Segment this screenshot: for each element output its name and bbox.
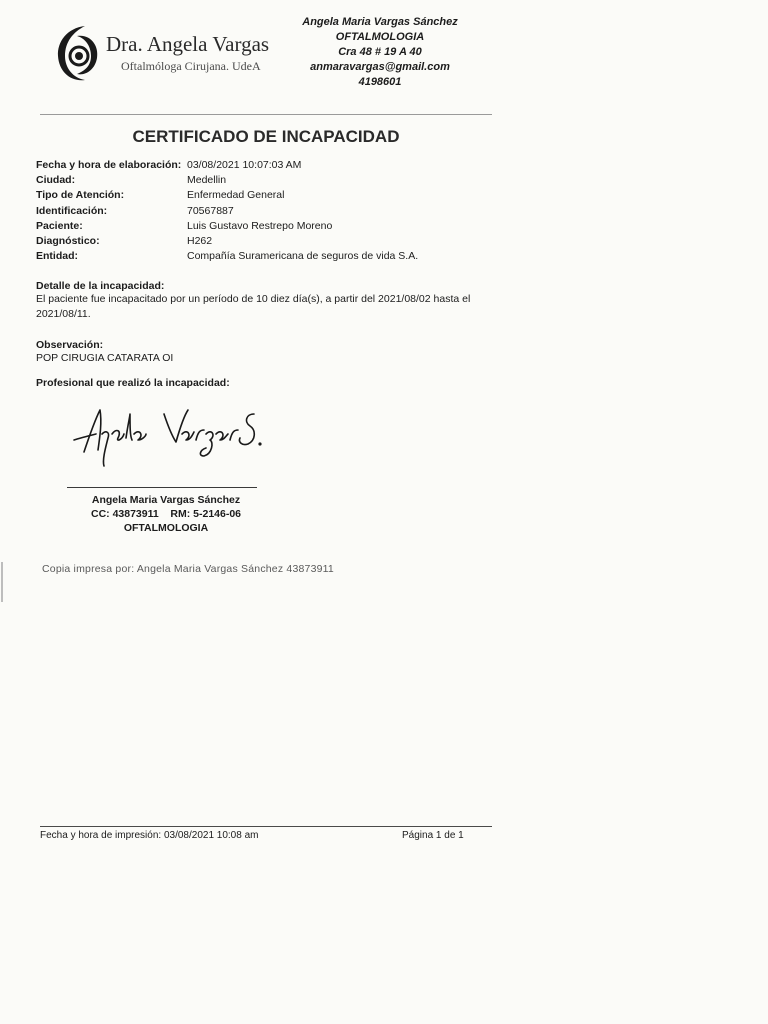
signer-rm: 5-2146-06 <box>193 508 242 520</box>
field-row <box>36 173 418 188</box>
detalle-text: El paciente fue incapacitado por un período de 10 diez día(s), a partir del 2021/08/02 hasta el 2021/08/11. <box>36 293 471 320</box>
field-row <box>36 219 418 234</box>
contact-name: Angela Maria Vargas Sánchez <box>302 16 458 28</box>
field-label: Fecha y hora de elaboración: <box>36 159 182 171</box>
signer-specialty: OFTALMOLOGIA <box>123 522 209 534</box>
field-value: 03/08/2021 10:07:03 AM <box>187 159 302 171</box>
detalle-label: Detalle de la incapacidad: <box>36 280 165 292</box>
contact-block <box>290 15 470 90</box>
contact-phone: 4198601 <box>358 76 402 88</box>
document-title: CERTIFICADO DE INCAPACIDAD <box>132 127 400 146</box>
brand-name: Dra. Angela Vargas <box>106 32 270 56</box>
copy-printed-by: Copia impresa por: Angela Maria Vargas Sánchez 43873911 <box>42 563 334 575</box>
field-value: Luis Gustavo Restrepo Moreno <box>187 219 333 232</box>
header-divider <box>40 114 492 115</box>
field-label: Entidad: <box>36 250 78 263</box>
signature-line <box>67 487 257 488</box>
field-row <box>36 234 418 249</box>
signer-block <box>60 493 272 535</box>
print-date: Fecha y hora de impresión: 03/08/2021 10:08 am <box>40 830 259 841</box>
observacion-section <box>36 339 476 366</box>
observacion-text: POP CIRUGIA CATARATA OI <box>36 352 174 364</box>
brand-subtitle: Oftalmóloga Cirujana. UdeA <box>121 59 261 73</box>
page-number: Página 1 de 1 <box>402 830 464 841</box>
field-row <box>36 249 418 264</box>
field-label: Paciente: <box>36 219 83 232</box>
field-label: Identificación: <box>36 204 108 217</box>
contact-email: anmaravargas@gmail.com <box>310 61 450 73</box>
field-value: Compañía Suramericana de seguros de vida S.A. <box>187 250 419 263</box>
field-row <box>36 188 418 203</box>
handwritten-signature <box>66 400 266 468</box>
field-value: Medellin <box>187 174 227 187</box>
signer-rm-label: RM: <box>170 508 191 520</box>
signer-cc: 43873911 <box>112 508 159 520</box>
fields-table <box>36 158 418 264</box>
eye-logo-icon <box>55 20 99 86</box>
footer-divider <box>40 826 492 827</box>
field-label: Tipo de Atención: <box>36 189 125 202</box>
field-value: H262 <box>187 235 213 248</box>
profesional-label: Profesional que realizó la incapacidad: <box>36 377 230 389</box>
signer-cc-label: CC: <box>90 508 110 520</box>
contact-specialty: OFTALMOLOGIA <box>335 31 425 43</box>
scan-edge-mark <box>1 562 3 602</box>
contact-address: Cra 48 # 19 A 40 <box>338 46 422 58</box>
field-value: Enfermedad General <box>187 189 285 202</box>
observacion-label: Observación: <box>36 339 104 351</box>
field-value: 70567887 <box>187 204 234 217</box>
field-label: Diagnóstico: <box>36 235 100 248</box>
field-row <box>36 204 418 219</box>
detalle-section <box>36 280 476 322</box>
field-label: Ciudad: <box>36 174 76 187</box>
field-row <box>36 158 418 173</box>
signer-name: Angela Maria Vargas Sánchez <box>91 494 241 506</box>
signer-ids <box>60 507 272 521</box>
